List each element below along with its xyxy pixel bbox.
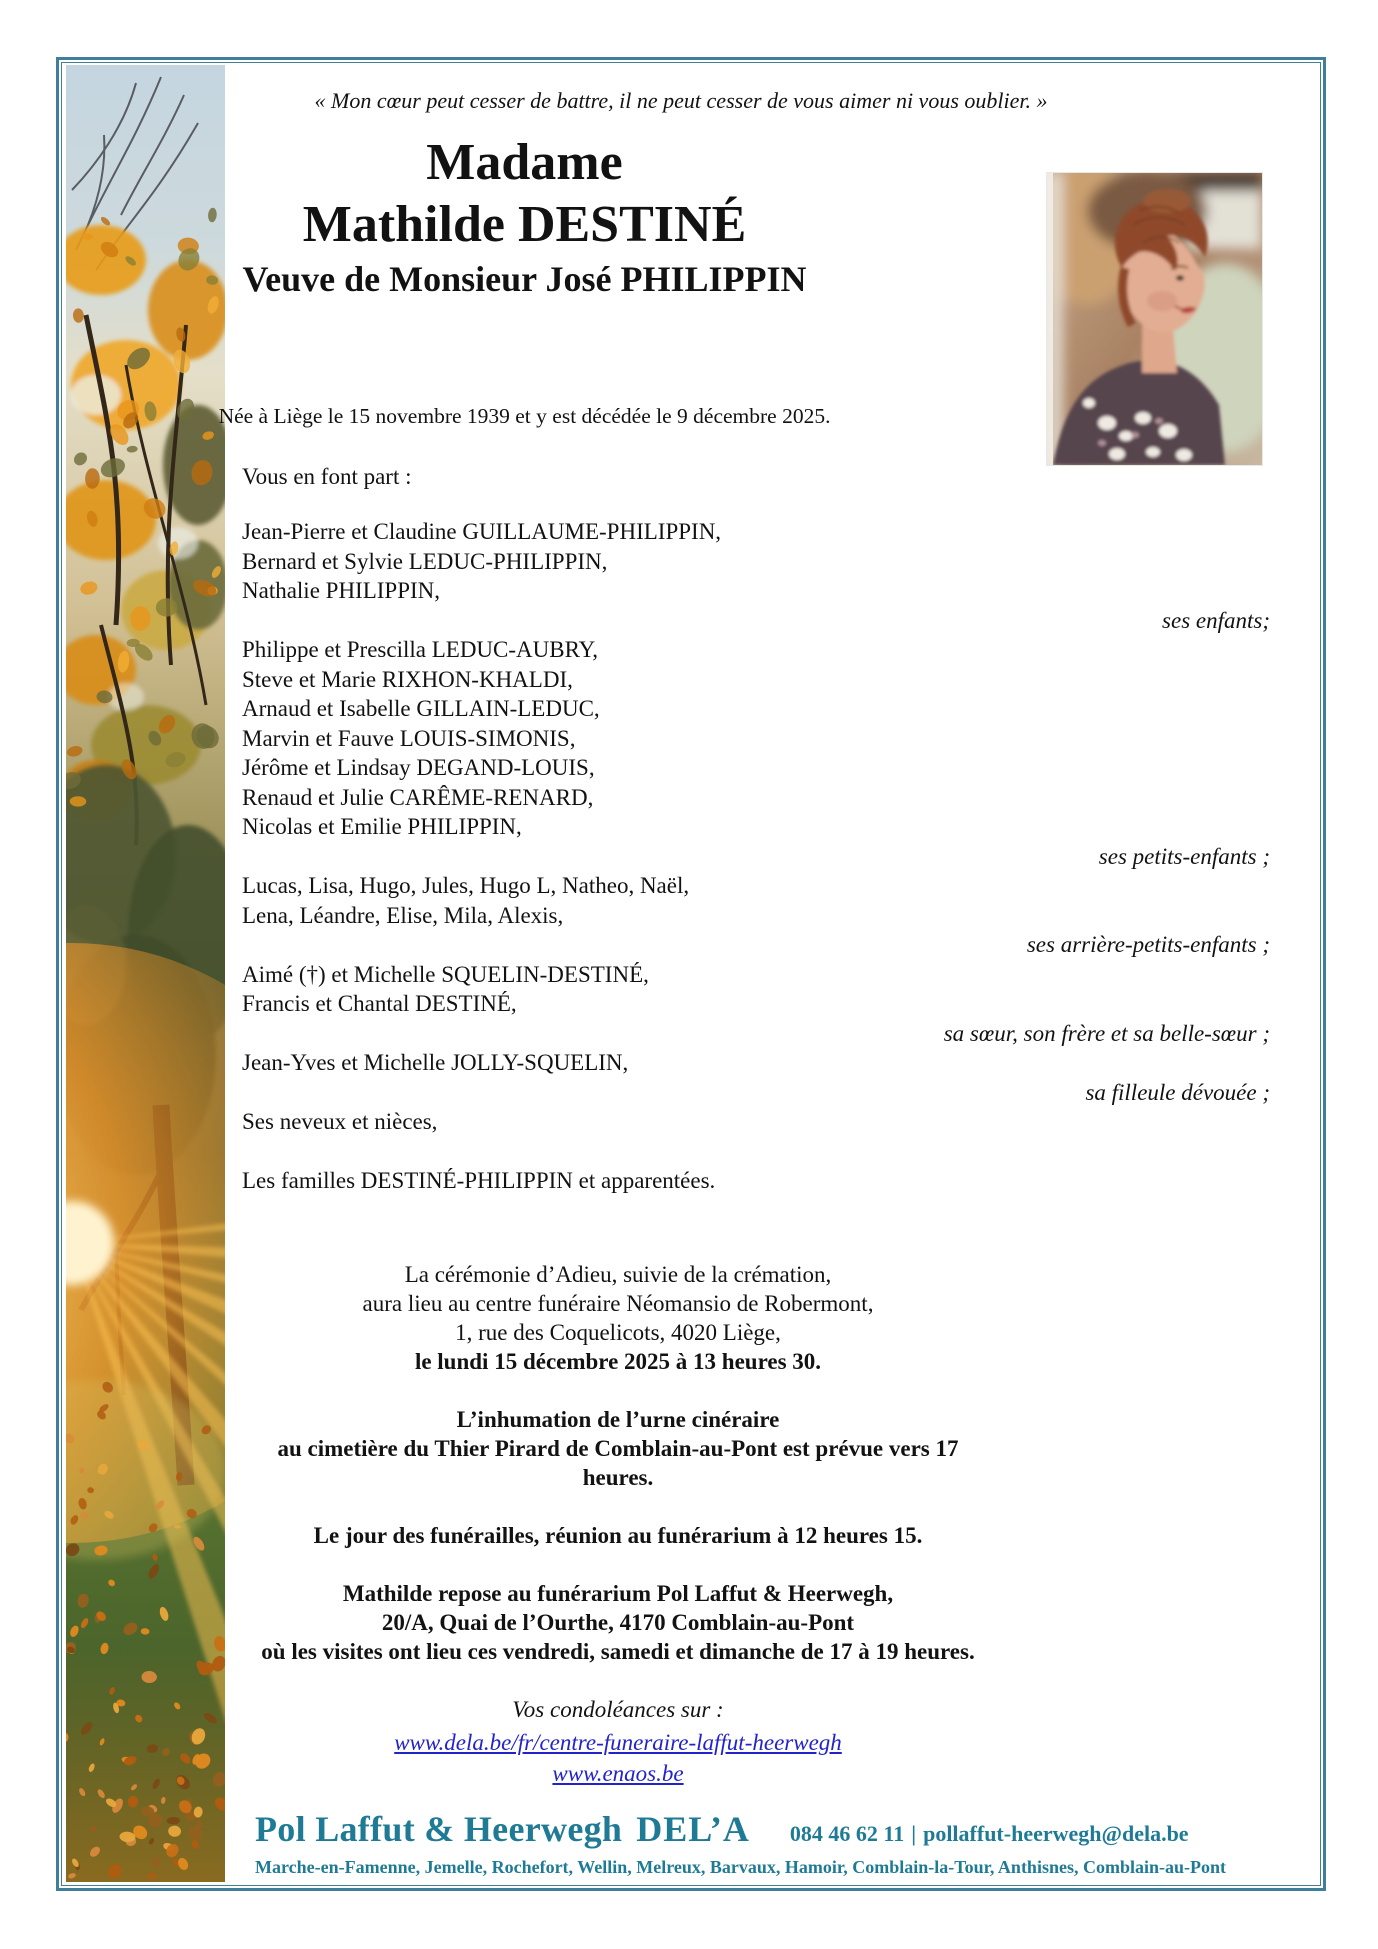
relation-label: ses enfants;	[1162, 607, 1270, 633]
funeral-home-footer	[255, 1808, 1289, 1878]
ceremony-line: le lundi 15 décembre 2025 à 13 heures 30.	[414, 1348, 822, 1374]
birth-death-dates: Née à Liège le 15 novembre 1939 et y est décédée le 9 décembre 2025.	[218, 404, 831, 428]
ceremony-line: 20/A, Quai de l’Ourthe, 4170 Comblain-au-Pont	[381, 1609, 855, 1635]
family-name-line: Lucas, Lisa, Hugo, Jules, Hugo L, Natheo, Naël,	[242, 873, 690, 898]
family-name-line: Arnaud et Isabelle GILLAIN-LEDUC,	[242, 696, 600, 721]
funeral-home-contact	[790, 1821, 1189, 1847]
ceremony-section	[242, 1260, 994, 1789]
autumn-trees-photo	[66, 65, 225, 1882]
dela-logo: DEL’A	[636, 1809, 750, 1849]
deceased-title-block	[218, 132, 831, 431]
family-name-line: Les familles DESTINÉ-PHILIPPIN et apparentées.	[242, 1168, 716, 1193]
family-name-line: Jean-Yves et Michelle JOLLY-SQUELIN,	[242, 1050, 629, 1075]
card-border-frame	[56, 57, 1326, 1891]
condolence-link[interactable]: www.dela.be/fr/centre-funeraire-laffut-heerwegh	[394, 1729, 842, 1755]
family-name-line: Renaud et Julie CARÊME-RENARD,	[242, 784, 594, 810]
relation-label: sa filleule dévouée ;	[1085, 1079, 1270, 1105]
memorial-quote: « Mon cœur peut cesser de battre, il ne peut cesser de vous aimer ni vous oublier. »	[314, 88, 1048, 113]
ceremony-paragraph	[242, 1405, 994, 1492]
family-announcement-list	[242, 517, 1270, 1196]
ceremony-line: aura lieu au centre funéraire Néomansio de Robermont,	[362, 1290, 874, 1316]
contact-separator: |	[911, 1821, 917, 1846]
family-name-line: Ses neveux et nièces,	[242, 1109, 438, 1134]
widow-subtitle: Veuve de Monsieur José PHILIPPIN	[242, 259, 807, 299]
ceremony-paragraph	[242, 1579, 994, 1666]
condolence-links	[242, 1727, 994, 1789]
announcement-content	[218, 60, 1270, 1789]
ceremony-paragraph	[242, 1260, 994, 1376]
condolence-link[interactable]: www.enaos.be	[552, 1760, 684, 1786]
relation-label: ses petits-enfants ;	[1098, 843, 1270, 869]
ceremony-line: L’inhumation de l’urne cinéraire	[456, 1406, 780, 1432]
deceased-name: Mathilde DESTINÉ	[302, 196, 747, 253]
family-name-line: Bernard et Sylvie LEDUC-PHILIPPIN,	[242, 548, 608, 574]
ceremony-line: La cérémonie d’Adieu, suivie de la crémation,	[404, 1261, 832, 1287]
announcement-intro: Vous en font part :	[242, 464, 412, 489]
ceremony-line: au cimetière du Thier Pirard de Comblain-au-Pont est prévue vers 17 heures.	[277, 1435, 959, 1490]
title-madame: Madame	[426, 134, 623, 191]
funeral-home-locations: Marche-en-Famenne, Jemelle, Rochefort, Wellin, Melreux, Barvaux, Hamoir, Comblain-la-Tour, Anthisnes, Comblain-au-Pont	[255, 1857, 1226, 1877]
funeral-home-brand-row	[255, 1808, 1289, 1850]
relation-label: ses arrière-petits-enfants ;	[1026, 932, 1270, 957]
ceremony-line: Le jour des funérailles, réunion au funérarium à 12 heures 15.	[313, 1522, 923, 1548]
family-name-line: Lena, Léandre, Elise, Mila, Alexis,	[242, 902, 564, 928]
family-name-line: Marvin et Fauve LOUIS-SIMONIS,	[242, 725, 576, 751]
condolences-label: Vos condoléances sur :	[512, 1696, 724, 1722]
family-name-line: Jérôme et Lindsay DEGAND-LOUIS,	[242, 755, 595, 780]
family-name-line: Aimé (†) et Michelle SQUELIN-DESTINÉ,	[242, 961, 649, 987]
ceremony-line: où les visites ont lieu ces vendredi, samedi et dimanche de 17 à 19 heures.	[261, 1638, 975, 1664]
ceremony-paragraph	[242, 1521, 994, 1550]
ceremony-line: 1, rue des Coquelicots, 4020 Liège,	[455, 1319, 781, 1345]
email-address: pollaffut-heerwegh@dela.be	[923, 1821, 1189, 1846]
group-spacer	[242, 1137, 1270, 1167]
phone-number: 084 46 62 11	[789, 1821, 905, 1846]
family-name-line: Francis et Chantal DESTINÉ,	[242, 991, 517, 1016]
family-name-line: Steve et Marie RIXHON-KHALDI,	[242, 666, 573, 692]
ceremony-line: Mathilde repose au funérarium Pol Laffut & Heerwegh,	[342, 1580, 894, 1606]
family-name-line: Nathalie PHILIPPIN,	[242, 578, 441, 603]
funeral-home-name: Pol Laffut & Heerwegh	[255, 1809, 623, 1849]
relation-label: sa sœur, son frère et sa belle-sœur ;	[943, 1020, 1270, 1046]
family-name-line: Jean-Pierre et Claudine GUILLAUME-PHILIPPIN,	[242, 519, 722, 544]
family-name-line: Philippe et Prescilla LEDUC-AUBRY,	[242, 637, 599, 662]
family-name-line: Nicolas et Emilie PHILIPPIN,	[242, 814, 522, 839]
ceremony-details	[242, 1260, 994, 1666]
